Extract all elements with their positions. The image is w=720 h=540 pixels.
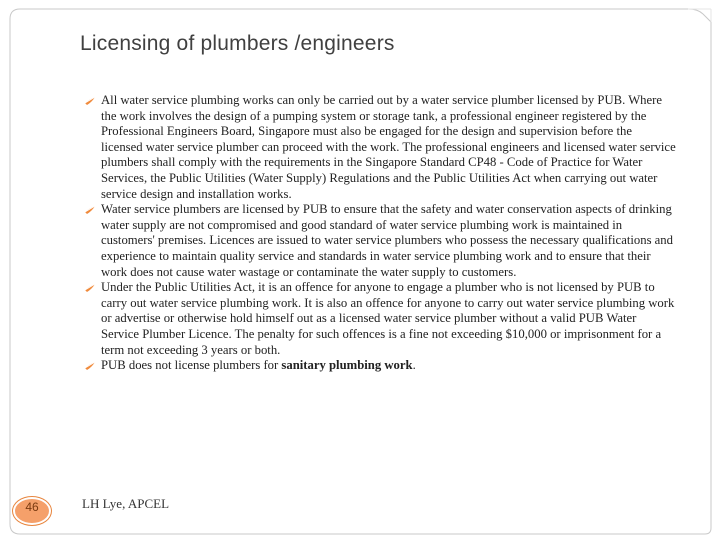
feather-bullet-icon xyxy=(84,95,96,107)
bullet-text-prefix: PUB does not license plumbers for xyxy=(101,358,282,373)
bullet-text-bold: sanitary plumbing work xyxy=(281,358,413,373)
bullet-text: Under the Public Utilities Act, it is an offence for anyone to engage a plumber who is not licensed by PUB to carry out water service plumbing work. It is also an offence for anyone to carry out water service plumbing work or advertise or otherwise hold himself out as a licensed water service plumber without a valid PUB Water Service Plumber Licence. The penalty for such offences is a fine not exceeding $10,000 or imprisonment for a term not exceeding 3 years or both. xyxy=(101,280,675,357)
slide-title: Licensing of plumbers /engineers xyxy=(80,32,395,55)
feather-bullet-icon xyxy=(84,282,96,294)
feather-bullet-icon xyxy=(84,360,96,372)
bullet-text: All water service plumbing works can only be carried out by a water service plumber licensed by PUB. Where the work involves the design of a pumping system or storage tank, a professional engineer registered by the Professional Engineers Board, Singapore must also be engaged for the design and supervision before the licensed water service plumber can proceed with the work. The professional engineers and licensed water service plumbers shall comply with the requirements in the Singapore Standard CP48 - Code of Practice for Water Services, the Public Utilities (Water Supply) Regulations and the Public Utilities Act when carrying out water service design and installation works. xyxy=(101,93,676,201)
feather-bullet-icon xyxy=(84,204,96,216)
bullet-item xyxy=(84,358,676,374)
footer-text: LH Lye, APCEL xyxy=(82,496,170,511)
bullet-item xyxy=(84,93,676,202)
page-number: 46 xyxy=(25,500,39,514)
bullet-list xyxy=(84,93,676,374)
bullet-text: Water service plumbers are licensed by PUB to ensure that the safety and water conservation aspects of drinking water supply are not compromised and good standard of water service plumbing work is maintained in customers' premises. Licences are issued to water service plumbers who possess the necessary qualifications and experience to maintain quality service and standards in water service plumbing work and to ensure that their work does not cause water wastage or contaminate the water supply to customers. xyxy=(101,202,673,279)
bullet-text-suffix: . xyxy=(412,358,416,373)
bullet-item xyxy=(84,280,676,358)
bullet-item xyxy=(84,202,676,280)
